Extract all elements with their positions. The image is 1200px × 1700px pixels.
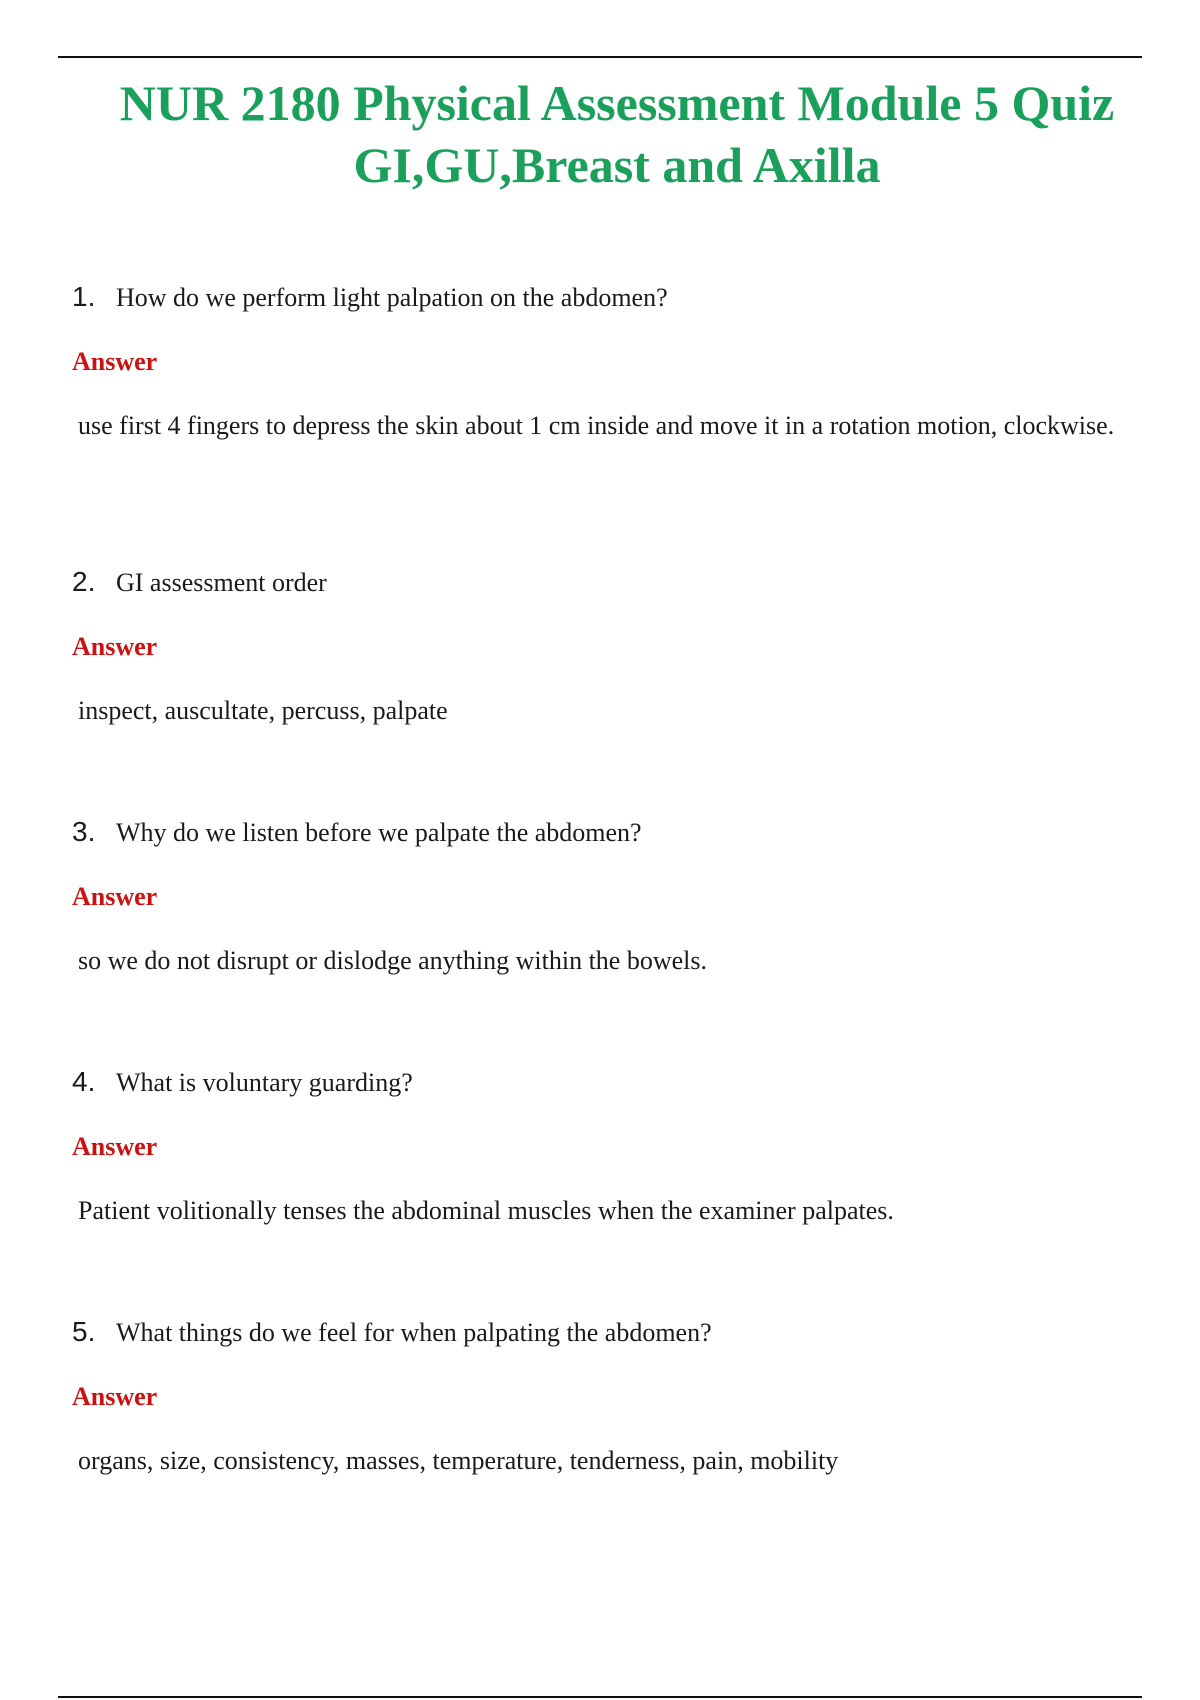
- answer-text: organs, size, consistency, masses, temperature, tenderness, pain, mobility: [78, 1446, 839, 1475]
- question-row: [72, 1315, 1132, 1350]
- answer-label: Answer: [72, 1132, 158, 1161]
- qa-item-5: [72, 1315, 1132, 1478]
- question-row: [72, 280, 1132, 315]
- qa-item-2: [72, 565, 1132, 728]
- question-text: GI assessment order: [116, 568, 327, 597]
- title-line-2: GI,GU,Breast and Axilla: [353, 137, 881, 193]
- question-text: What is voluntary guarding?: [116, 1068, 413, 1097]
- question-number: 5.: [72, 1316, 96, 1347]
- title-line-1: NUR 2180 Physical Assessment Module 5 Quiz: [119, 75, 1115, 131]
- bottom-rule: [58, 1696, 1142, 1698]
- question-row: [72, 1065, 1132, 1100]
- question-row: [72, 565, 1132, 600]
- question-number: 1.: [72, 281, 96, 312]
- qa-item-4: [72, 1065, 1132, 1228]
- answer-label: Answer: [72, 632, 158, 661]
- question-text: Why do we listen before we palpate the abdomen?: [116, 818, 642, 847]
- question-text: How do we perform light palpation on the abdomen?: [116, 283, 668, 312]
- question-text: What things do we feel for when palpating the abdomen?: [116, 1318, 712, 1347]
- question-row: [72, 815, 1132, 850]
- answer-text: inspect, auscultate, percuss, palpate: [78, 696, 448, 725]
- question-number: 3.: [72, 816, 96, 847]
- answer-text: use first 4 fingers to depress the skin about 1 cm inside and move it in a rotation motion, clockwise.: [78, 411, 1115, 440]
- answer-label: Answer: [72, 882, 158, 911]
- question-number: 2.: [72, 566, 96, 597]
- question-number: 4.: [72, 1066, 96, 1097]
- answer-label: Answer: [72, 1382, 158, 1411]
- qa-item-1: [72, 280, 1132, 443]
- answer-label: Answer: [72, 347, 158, 376]
- page-title: [58, 72, 1176, 196]
- top-rule: [58, 56, 1142, 58]
- answer-text: so we do not disrupt or dislodge anything within the bowels.: [78, 946, 708, 975]
- answer-text: Patient volitionally tenses the abdominal muscles when the examiner palpates.: [78, 1196, 894, 1225]
- qa-item-3: [72, 815, 1132, 978]
